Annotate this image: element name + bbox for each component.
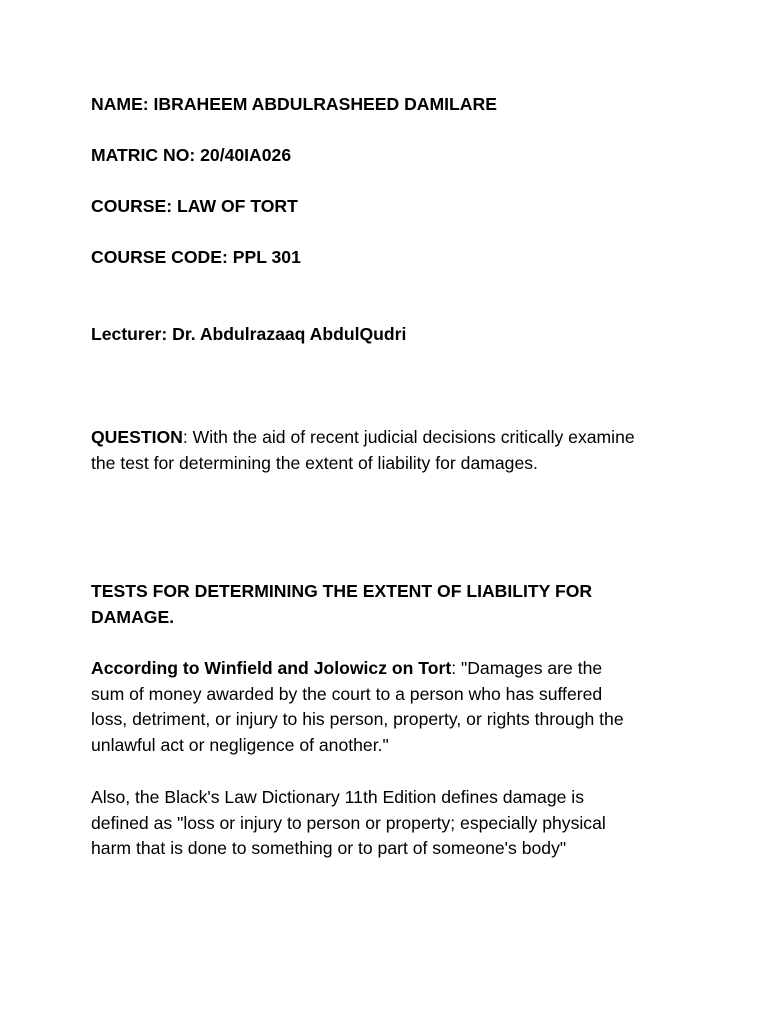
winfield-line-2: sum of money awarded by the court to a person who has suffered xyxy=(91,683,603,704)
question-text-line-1: : With the aid of recent judicial decisions critically examine xyxy=(182,427,635,447)
section-heading xyxy=(91,579,691,630)
lecturer-name: Lecturer: Dr. Abdulrazaaq AbdulQudri xyxy=(91,324,407,344)
blacks-law-line-3: harm that is done to something or to part of someone's body" xyxy=(91,838,567,858)
question-paragraph xyxy=(91,425,691,476)
winfield-line-4: unlawful act or negligence of another." xyxy=(91,734,389,755)
question-label: QUESTION xyxy=(91,427,183,447)
question-text-line-2: the test for determining the extent of liability for damages. xyxy=(91,452,538,473)
blacks-law-line-1: Also, the Black's Law Dictionary 11th Edition defines damage is xyxy=(91,787,584,807)
blacks-law-line-2: defined as "loss or injury to person or property; especially physical xyxy=(91,812,606,833)
course-code: COURSE CODE: PPL 301 xyxy=(91,247,301,267)
winfield-line-1: : "Damages are the xyxy=(451,658,603,678)
section-heading-line-1: TESTS FOR DETERMINING THE EXTENT OF LIABILITY FOR xyxy=(91,581,593,601)
winfield-paragraph xyxy=(91,656,691,758)
winfield-label: According to Winfield and Jolowicz on Tort xyxy=(91,658,452,678)
student-name: NAME: IBRAHEEM ABDULRASHEED DAMILARE xyxy=(91,94,497,114)
section-heading-line-2: DAMAGE. xyxy=(91,606,175,627)
course-name: COURSE: LAW OF TORT xyxy=(91,196,298,216)
matric-number: MATRIC NO: 20/40IA026 xyxy=(91,145,292,165)
winfield-line-3: loss, detriment, or injury to his person, property, or rights through the xyxy=(91,709,624,729)
blacks-law-paragraph xyxy=(91,785,691,862)
